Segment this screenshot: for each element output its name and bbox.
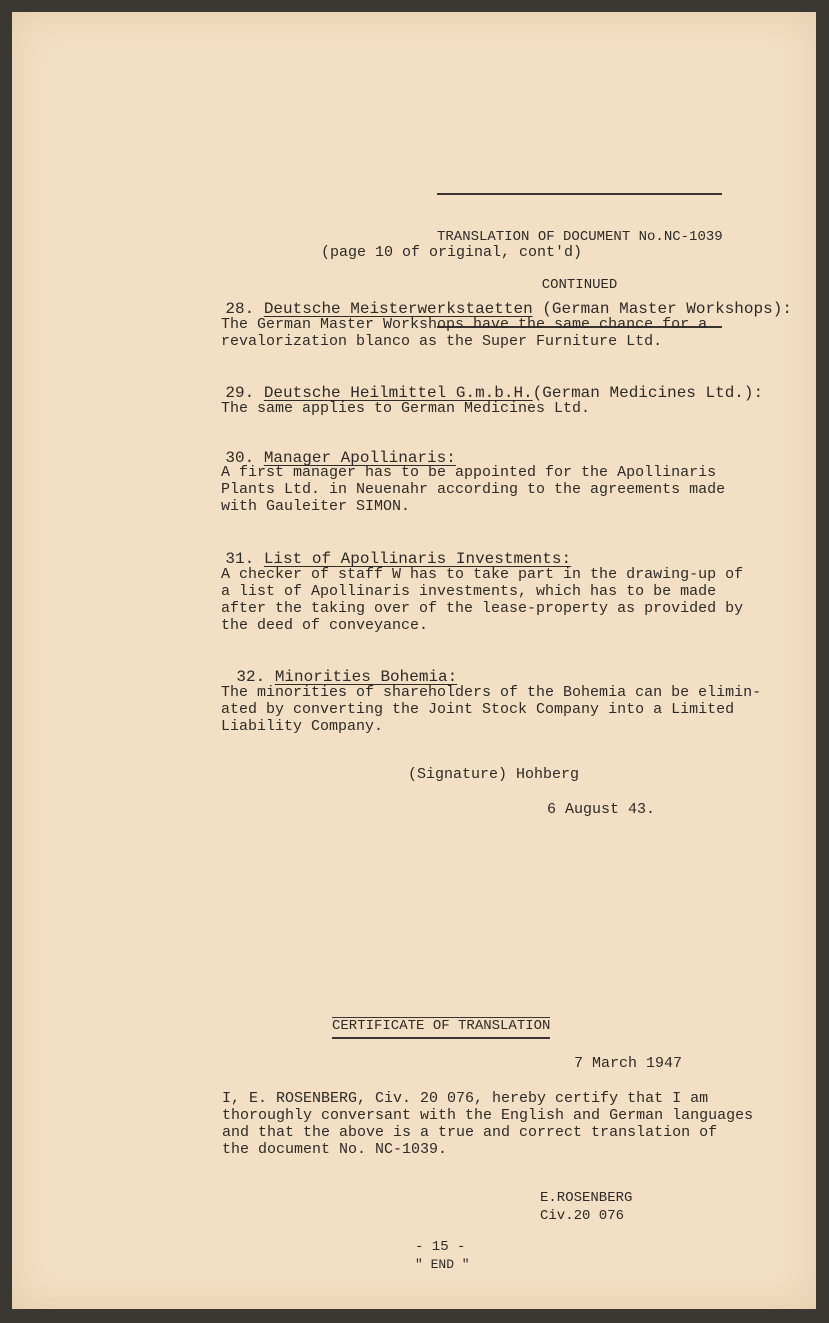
certificate-body — [222, 1090, 754, 1158]
item-title: Deutsche Meisterwerkstaetten — [263, 300, 533, 318]
signature-date: 6 August 43. — [547, 801, 656, 818]
item-title: Manager Apollinaris: — [263, 449, 456, 467]
body-line: A first manager has to be appointed for the Apollinaris — [221, 464, 717, 481]
certificate-date: 7 March 1947 — [574, 1055, 683, 1072]
body-line: and that the above is a true and correct translation of — [222, 1124, 718, 1141]
signature-line: (Signature) Hohberg — [408, 766, 580, 783]
item-title: List of Apollinaris Investments: — [263, 550, 572, 568]
item-title-suffix: (German Medicines Ltd.): — [532, 384, 764, 402]
body-line: a list of Apollinaris investments, which has to be made — [221, 583, 717, 600]
document-page — [12, 12, 816, 1309]
body-line: The minorities of shareholders of the Bohemia can be elimin- — [221, 684, 762, 701]
body-line: after the taking over of the lease-property as provided by — [221, 600, 744, 617]
body-line: I, E. ROSENBERG, Civ. 20 076, hereby certify that I am — [222, 1090, 709, 1107]
item-30-body — [221, 464, 726, 515]
page-number: - 15 - — [415, 1239, 466, 1255]
item-number: 30. — [225, 449, 255, 467]
body-line: The German Master Workshops have the same chance for a — [221, 316, 708, 333]
body-line: Liability Company. — [221, 718, 384, 735]
body-line: A checker of staff W has to take part in the drawing-up of — [221, 566, 744, 583]
header-continued: CONTINUED — [541, 277, 618, 293]
body-line: The same applies to German Medicines Ltd. — [221, 400, 591, 417]
item-number: 28. — [225, 300, 255, 318]
certifier-name: E.ROSENBERG — [540, 1190, 633, 1206]
body-line: ated by converting the Joint Stock Company into a Limited — [221, 701, 735, 718]
header-title: TRANSLATION OF DOCUMENT No.NC-1039 — [437, 229, 723, 245]
body-line: the deed of conveyance. — [221, 617, 429, 634]
body-line: thoroughly conversant with the English and German languages — [222, 1107, 754, 1124]
item-title: Minorities Bohemia: — [274, 668, 458, 686]
item-title: Deutsche Heilmittel G.m.b.H. — [263, 384, 533, 402]
body-line: the document No. NC-1039. — [222, 1141, 448, 1158]
item-title-suffix: (German Master Workshops): — [532, 300, 792, 318]
item-28-body — [221, 316, 711, 350]
certificate-title: CERTIFICATE OF TRANSLATION — [332, 1017, 550, 1039]
page-note: (page 10 of original, cont'd) — [321, 244, 583, 261]
item-number: 31. — [225, 550, 255, 568]
body-line: revalorization blanco as the Super Furniture Ltd. — [221, 333, 663, 350]
item-29-body — [221, 400, 711, 417]
item-31-body — [221, 566, 744, 634]
body-line: with Gauleiter SIMON. — [221, 498, 411, 515]
end-mark: " END " — [415, 1257, 470, 1272]
item-number: 29. — [225, 384, 255, 402]
item-32-body — [221, 684, 762, 735]
item-number: 32. — [236, 668, 266, 686]
body-line: Plants Ltd. in Neuenahr according to the agreements made — [221, 481, 726, 498]
certifier-id: Civ.20 076 — [540, 1208, 625, 1224]
